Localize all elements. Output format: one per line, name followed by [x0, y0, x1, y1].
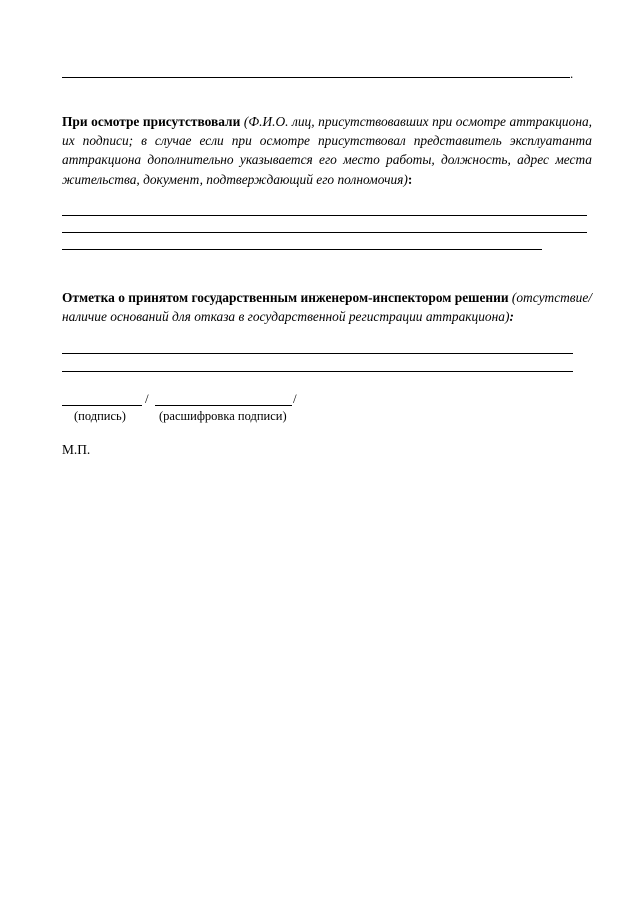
top-line-period: .	[570, 66, 574, 81]
attendance-heading: При осмотре присутствовали	[62, 114, 241, 129]
signature-slash-2: /	[293, 391, 297, 406]
top-fill-line	[62, 77, 570, 78]
attendance-fill-line-2[interactable]	[62, 232, 587, 233]
signature-slash-1: /	[145, 391, 149, 406]
decision-heading: Отметка о принятом государственным инженером-инспектором решении	[62, 290, 509, 305]
signature-decoding-line[interactable]	[155, 405, 292, 406]
decision-note: (отсутствие/наличие оснований для отказа в государственной регистрации аттракциона)	[62, 290, 592, 325]
signature-line[interactable]	[62, 405, 142, 406]
attendance-fill-line-1[interactable]	[62, 215, 587, 216]
attendance-colon: :	[407, 171, 413, 187]
decision-colon: :	[509, 309, 514, 325]
signature-decoding-caption: (расшифровка подписи)	[159, 409, 287, 423]
signature-caption: (подпись)	[74, 409, 126, 423]
attendance-fill-line-3[interactable]	[62, 249, 542, 250]
attendance-paragraph	[62, 112, 592, 189]
decision-fill-line-2[interactable]	[62, 371, 573, 372]
decision-fill-line-1[interactable]	[62, 353, 573, 354]
attendance-note: (Ф.И.О. лиц, присутствовавших при осмотре аттракциона, их подписи; в случае если при осмотре присутствовал представитель эксплуатанта аттракциона дополнительно указывается его место работы, должность, адрес места жительства, документ, подтверждающий его полномочия)	[62, 114, 593, 187]
decision-paragraph	[62, 288, 592, 326]
stamp-mark: М.П.	[62, 442, 91, 457]
